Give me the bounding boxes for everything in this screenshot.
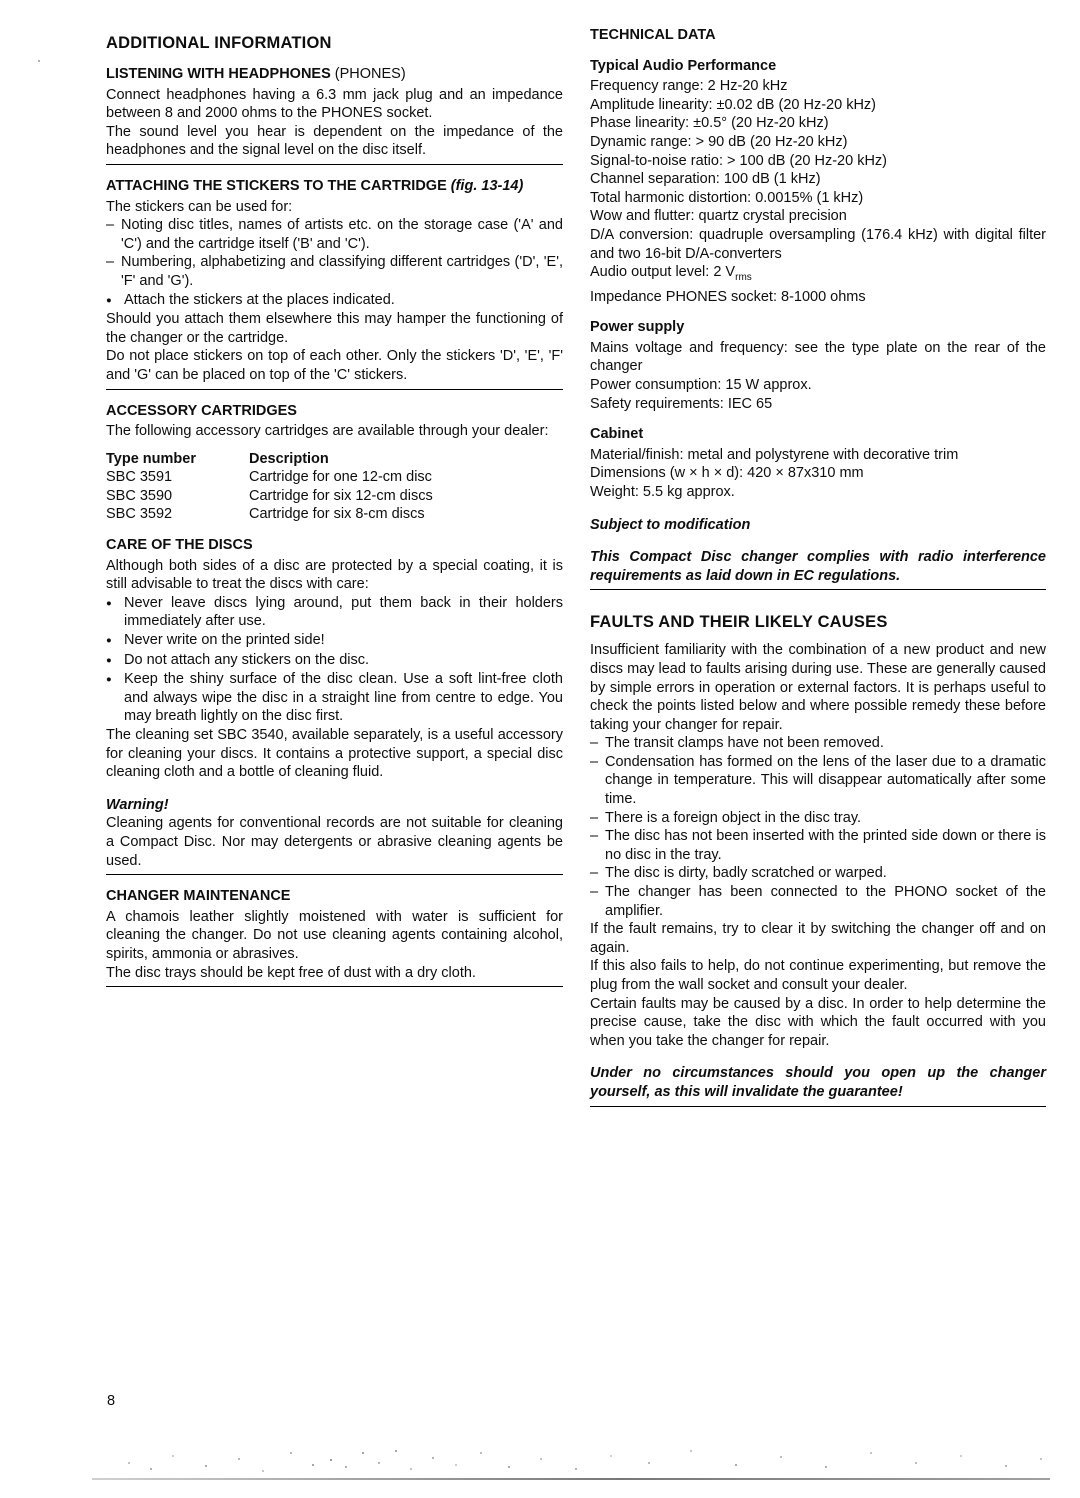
- paragraph: [590, 641, 1046, 734]
- section-divider: [590, 589, 1046, 590]
- dash-marker: –: [590, 735, 599, 752]
- dash-marker: –: [590, 753, 599, 770]
- paragraph: [590, 920, 1046, 957]
- paragraph-text: Dynamic range: > 90 dB (20 Hz-20 kHz): [590, 133, 848, 150]
- sub-heading: [106, 887, 563, 906]
- paragraph: [590, 170, 1046, 189]
- right-column: [590, 26, 1046, 1107]
- list-item-text: Never leave discs lying around, put them back in their holders immediately after use.: [124, 594, 563, 630]
- paragraph-text: Certain faults may be caused by a disc. In order to help determine the precise cause, take the disc with which the fault occurred with you when you take the changer for repair.: [590, 995, 1046, 1049]
- table-header-cell: Description: [249, 450, 329, 467]
- paragraph-text: Material/finish: metal and polystyrene with decorative trim: [590, 446, 959, 463]
- table-cell: Cartridge for six 8-cm discs: [249, 506, 425, 523]
- left-column: [106, 33, 563, 987]
- paragraph-text: Should you attach them elsewhere this may hamper the functioning of the changer or the cartridge.: [106, 311, 563, 346]
- section-heading: ADDITIONAL INFORMATION: [106, 34, 332, 52]
- dash-marker: –: [590, 809, 599, 826]
- table-row: [106, 505, 563, 524]
- list-item: [590, 753, 1046, 809]
- paragraph-text: Safety requirements: IEC 65: [590, 395, 773, 412]
- sub-heading: [590, 318, 1046, 337]
- bullet-icon: ●: [106, 294, 112, 306]
- paragraph-text: Total harmonic distortion: 0.0015% (1 kHz): [590, 189, 864, 206]
- table-header-cell: Type number: [106, 450, 196, 467]
- sub-heading: [590, 57, 1046, 76]
- paragraph: [590, 446, 1046, 465]
- paragraph: [106, 347, 563, 384]
- cartridge-table: [106, 450, 563, 524]
- list-item: [590, 809, 1046, 828]
- paragraph-text: If the fault remains, try to clear it by switching the changer off and on again.: [590, 921, 1046, 956]
- paragraph-text: The cleaning set SBC 3540, available separately, is a useful accessory for cleaning your discs. It contains a protective support, a special disc cleaning cloth and a bottle of cleaning fluid.: [106, 727, 563, 781]
- sub-heading-text: Typical Audio Performance: [590, 57, 777, 74]
- page-number: 8: [107, 1393, 116, 1409]
- list-item: [106, 253, 563, 290]
- list-item: [590, 883, 1046, 920]
- sub-heading-suffix: (PHONES): [330, 66, 406, 82]
- list-item-text: The transit clamps have not been removed.: [605, 735, 884, 752]
- list-item-text: Do not attach any stickers on the disc.: [124, 651, 370, 668]
- bullet-icon: ●: [106, 654, 112, 666]
- paragraph-text: Amplitude linearity: ±0.02 dB (20 Hz-20 kHz): [590, 96, 876, 113]
- list-item-text: Numbering, alphabetizing and classifying different cartridges ('D', 'E', 'F' and 'G').: [121, 254, 563, 289]
- paragraph: [590, 995, 1046, 1051]
- paragraph: [106, 86, 563, 123]
- paragraph: [590, 957, 1046, 994]
- sub-heading-text: CARE OF THE DISCS: [106, 537, 253, 554]
- sub-heading-text: Cabinet: [590, 426, 644, 443]
- list-item: [106, 631, 563, 651]
- notice-text: Under no circumstances should you open up the changer yourself, as this will invalidate the guarantee!: [590, 1065, 1046, 1100]
- paragraph: [590, 207, 1046, 226]
- notice-text: Warning!: [106, 796, 169, 813]
- sub-heading-suffix: (fig. 13-14): [446, 177, 524, 194]
- table-cell: SBC 3590: [106, 487, 173, 504]
- paragraph-text: Dimensions (w × h × d): 420 × 87x310 mm: [590, 465, 864, 482]
- list-item: [106, 216, 563, 253]
- paragraph: [106, 908, 563, 964]
- paragraph-text: Cleaning agents for conventional records are not suitable for cleaning a Compact Disc. Nor may detergents or abrasive cleaning agents be used.: [106, 815, 563, 869]
- paragraph: [590, 376, 1046, 395]
- bullet-icon: ●: [106, 597, 112, 609]
- paragraph-text: The disc trays should be kept free of dust with a dry cloth.: [106, 964, 476, 981]
- section-divider: [106, 986, 563, 987]
- scan-edge-line: [92, 1478, 1050, 1480]
- list-item-text: The disc has not been inserted with the printed side down or there is no disc in the tray.: [605, 828, 1046, 863]
- paragraph: [106, 964, 563, 983]
- list-item: [590, 827, 1046, 864]
- paragraph-text: Connect headphones having a 6.3 mm jack plug and an impedance between 8 and 2000 ohms to the PHONES socket.: [106, 86, 563, 122]
- list-item-text: Noting disc titles, names of artists etc. on the storage case ('A' and 'C') and the cartridge itself ('B' and 'C').: [121, 217, 563, 252]
- list-item-text: The disc is dirty, badly scratched or warped.: [605, 865, 887, 882]
- table-cell: Cartridge for six 12-cm discs: [249, 487, 433, 504]
- paragraph: [106, 422, 563, 441]
- paragraph: [106, 123, 563, 160]
- paragraph-text: Impedance PHONES socket: 8-1000 ohms: [590, 288, 866, 305]
- paragraph: [106, 814, 563, 870]
- paragraph-text: The stickers can be used for:: [106, 198, 293, 215]
- list-item: [106, 291, 563, 311]
- paragraph-text: The sound level you hear is dependent on the impedance of the headphones and the signal level on the disc itself.: [106, 123, 563, 159]
- paragraph: [590, 77, 1046, 96]
- section-divider: [106, 389, 563, 390]
- list-item: [590, 734, 1046, 753]
- sub-heading: [590, 425, 1046, 444]
- paragraph: [106, 557, 563, 594]
- sub-heading: [590, 26, 1046, 45]
- dash-marker: –: [590, 828, 599, 845]
- paragraph-text: Frequency range: 2 Hz-20 kHz: [590, 78, 788, 95]
- paragraph-text: The following accessory cartridges are available through your dealer:: [106, 423, 549, 440]
- paragraph-text: Phase linearity: ±0.5° (20 Hz-20 kHz): [590, 115, 829, 132]
- list-item: [106, 594, 563, 631]
- table-cell: SBC 3592: [106, 506, 173, 523]
- paragraph-text: Channel separation: 100 dB (1 kHz): [590, 171, 821, 188]
- sub-heading: [106, 65, 563, 84]
- paragraph: [590, 395, 1046, 414]
- paragraph: [590, 114, 1046, 133]
- paragraph-text: Weight: 5.5 kg approx.: [590, 483, 735, 500]
- notice-text: Subject to modification: [590, 516, 751, 533]
- dash-marker: –: [106, 217, 115, 234]
- paragraph-text: Mains voltage and frequency: see the type plate on the rear of the changer: [590, 339, 1046, 375]
- section-heading: FAULTS AND THEIR LIKELY CAUSES: [590, 613, 888, 632]
- paragraph: [590, 152, 1046, 171]
- subscript-text: rms: [735, 272, 752, 284]
- sub-heading: [106, 402, 563, 421]
- list-item-text: Never write on the printed side!: [124, 632, 325, 649]
- list-item: [590, 864, 1046, 883]
- bullet-icon: ●: [106, 635, 112, 647]
- sub-heading-text: LISTENING WITH HEADPHONES: [106, 66, 331, 82]
- sub-heading: [106, 536, 563, 555]
- paragraph-text: Power consumption: 15 W approx.: [590, 376, 812, 393]
- paragraph: [106, 726, 563, 782]
- list-item-text: Attach the stickers at the places indicated.: [124, 291, 395, 308]
- table-row: [106, 487, 563, 506]
- list-item-text: There is a foreign object in the disc tray.: [605, 809, 862, 826]
- paragraph: [590, 483, 1046, 502]
- paragraph-text: Insufficient familiarity with the combination of a new product and new discs may lead to faults arising during use. These are generally caused by simple errors in operation or external factors. It is perhaps useful to check the points listed below and where possible remedy these before taking your changer for repair.: [590, 642, 1046, 733]
- table-cell: Cartridge for one 12-cm disc: [249, 469, 432, 486]
- paragraph-text: If this also fails to help, do not continue experimenting, but remove the plug from the wall socket and consult your dealer.: [590, 958, 1046, 994]
- section-divider: [590, 1106, 1046, 1107]
- dash-marker: –: [590, 884, 599, 901]
- list-item: [106, 651, 563, 671]
- paragraph-text: Wow and flutter: quartz crystal precision: [590, 208, 847, 225]
- list-item-text: The changer has been connected to the PHONO socket of the amplifier.: [605, 884, 1046, 919]
- paragraph: [590, 189, 1046, 208]
- bullet-icon: ●: [106, 674, 112, 686]
- paragraph: [590, 339, 1046, 376]
- paragraph-text: Audio output level: 2 V: [590, 264, 736, 281]
- list-item-text: Condensation has formed on the lens of the laser due to a dramatic change in temperature. This will disappear automatically after some time.: [605, 753, 1046, 808]
- notice-text: This Compact Disc changer complies with radio interference requirements as laid down in EC regulations.: [590, 549, 1046, 584]
- paragraph: [106, 198, 563, 217]
- scan-noise-speckles: [0, 0, 2, 2]
- paragraph: [106, 310, 563, 347]
- dash-marker: –: [590, 865, 599, 882]
- paragraph-text: Do not place stickers on top of each other. Only the stickers 'D', 'E', 'F' and 'G' can be placed on top of the 'C' stickers.: [106, 348, 563, 383]
- list-item: [106, 670, 563, 726]
- table-header-row: [106, 450, 563, 469]
- paragraph: [590, 464, 1046, 483]
- table-cell: SBC 3591: [106, 469, 173, 486]
- paragraph: [590, 288, 1046, 307]
- section-divider: [106, 164, 563, 165]
- dash-marker: –: [106, 254, 115, 271]
- sub-heading-text: ATTACHING THE STICKERS TO THE CARTRIDGE: [106, 177, 447, 194]
- sub-heading-text: ACCESSORY CARTRIDGES: [106, 402, 297, 419]
- sub-heading-text: TECHNICAL DATA: [590, 27, 716, 43]
- sub-heading-text: CHANGER MAINTENANCE: [106, 888, 291, 905]
- paragraph: [590, 226, 1046, 263]
- section-divider: [106, 874, 563, 875]
- paragraph-text: A chamois leather slightly moistened with water is sufficient for cleaning the changer. Do not use cleaning agents containing alcohol, spirits, ammonia or abrasives.: [106, 908, 563, 962]
- sub-heading: [106, 177, 563, 196]
- paragraph-text: Signal-to-noise ratio: > 100 dB (20 Hz-20 kHz): [590, 152, 887, 169]
- list-item-text: Keep the shiny surface of the disc clean. Use a soft lint-free cloth and always wipe the disc in a straight line from centre to edge. You may breath lightly on the disc first.: [124, 671, 563, 725]
- paragraph-text: D/A conversion: quadruple oversampling (176.4 kHz) with digital filter and two 16-bit D/A-converters: [590, 226, 1046, 262]
- sub-heading-text: Power supply: [590, 319, 685, 336]
- paragraph: [590, 263, 1046, 287]
- paragraph: [590, 96, 1046, 115]
- paragraph: [590, 133, 1046, 152]
- table-row: [106, 468, 563, 487]
- paragraph-text: Although both sides of a disc are protected by a special coating, it is still advisable to treat the discs with care:: [106, 557, 563, 593]
